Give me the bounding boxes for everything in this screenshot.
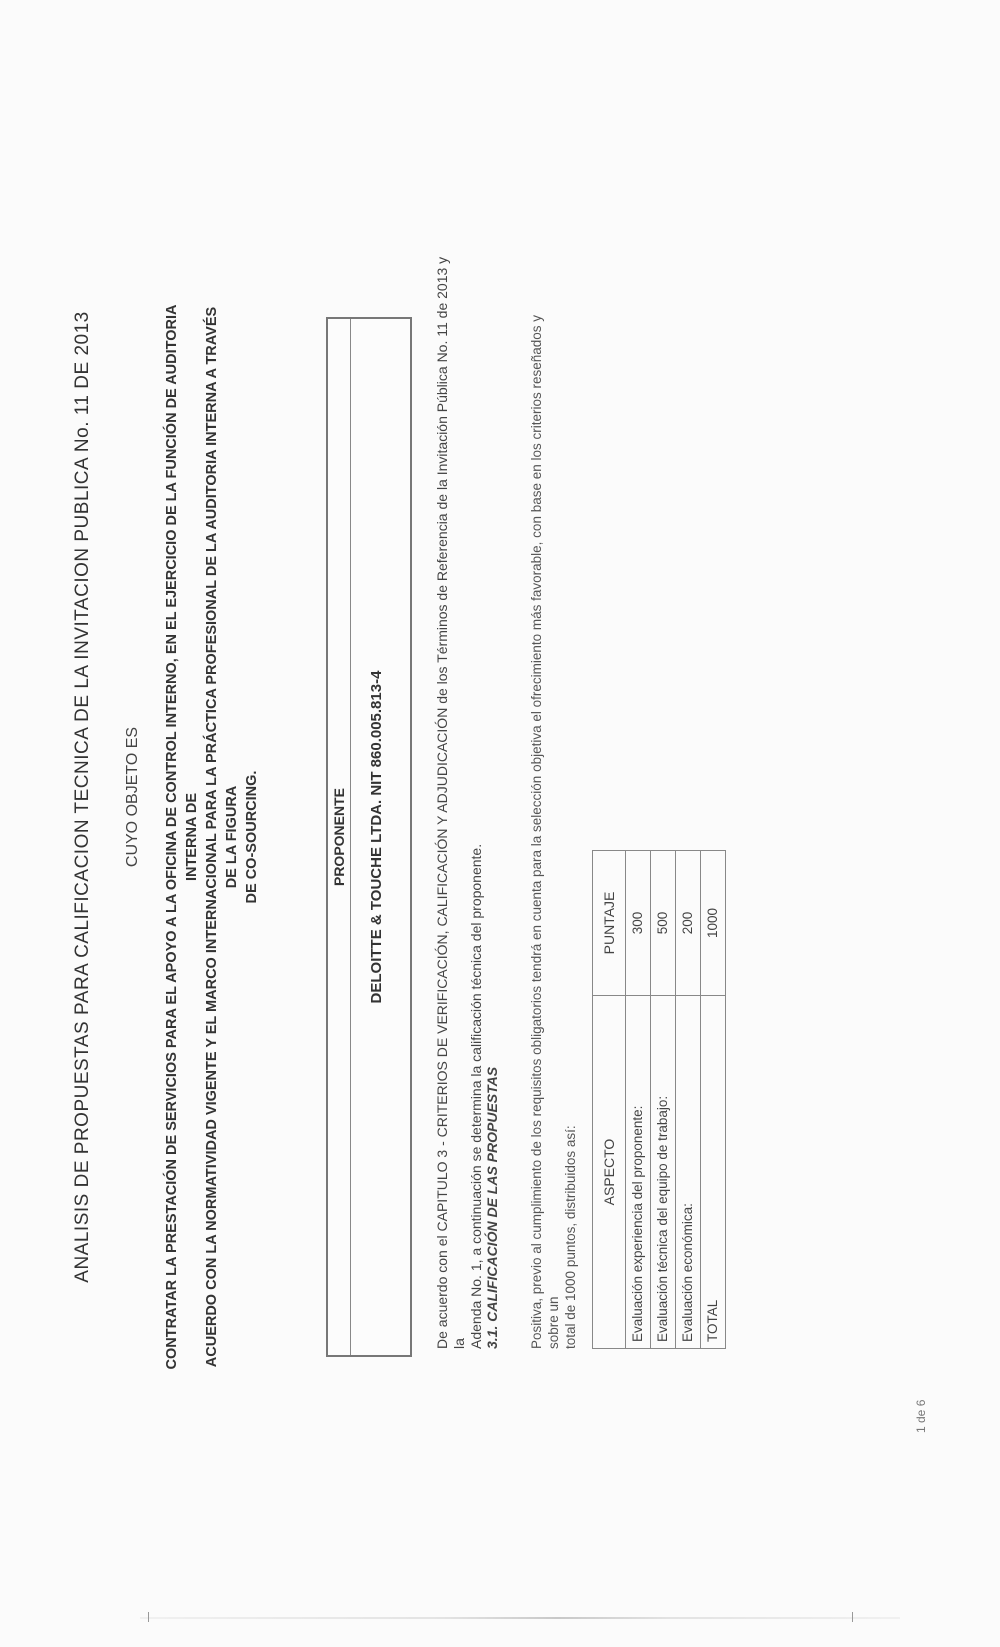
objeto-text: [162, 297, 262, 1377]
paragraph-line: De acuerdo con el CAPITULO 3 - CRITERIOS DE VERIFICACIÓN, CALIFICACIÓN Y ADJUDICACIÓN de los Términos de Referencia de la Invitación Pública No. 11 de 2013 y la: [434, 256, 467, 1349]
puntaje-cell: 300: [626, 851, 651, 996]
header-puntaje: PUNTAJE: [593, 851, 626, 996]
objeto-line: ACUERDO CON LA NORMATIVIDAD VIGENTE Y EL MARCO INTERNACIONAL PARA LA PRÁCTICA PROFESIONAL DE LA AUDITORIA INTERNA A TRAVÉS DE LA FIGURA: [204, 306, 240, 1368]
paragraph-line: Positiva, previo al cumplimiento de los requisitos obligatorios tendrá en cuenta para la selección objetiva el ofrecimiento más favorable, con base en los criterios reseñados y sobre un: [529, 314, 561, 1349]
document-subtitle: CUYO OBJETO ES: [124, 726, 141, 868]
table-row: [676, 851, 701, 1349]
table-row: [626, 851, 651, 1349]
proponente-box: [326, 317, 412, 1357]
objeto-line: DE CO-SOURCING.: [244, 770, 260, 904]
puntaje-cell: 200: [676, 851, 701, 996]
header-aspecto: ASPECTO: [593, 996, 626, 1349]
aspecto-cell: Evaluación económica:: [676, 996, 701, 1349]
puntaje-cell: 500: [651, 851, 676, 996]
table-row: [651, 851, 676, 1349]
aspecto-cell: Evaluación técnica del equipo de trabajo:: [651, 996, 676, 1349]
page-number: 1 de 6: [914, 1399, 928, 1433]
objeto-line: CONTRATAR LA PRESTACIÓN DE SERVICIOS PARA EL APOYO A LA OFICINA DE CONTROL INTERNO, EN EL EJERCICIO DE LA FUNCIÓN DE AUDITORIA INTERNA DE: [164, 304, 200, 1370]
aspecto-cell: Evaluación experiencia del proponente:: [626, 996, 651, 1349]
criteria-paragraph: [528, 279, 579, 1349]
proponente-header: PROPONENTE: [328, 319, 351, 1355]
table-row: [701, 851, 726, 1349]
puntaje-cell: 1000: [701, 851, 726, 996]
proponente-name: DELOITTE & TOUCHE LTDA. NIT 860.005.813-4: [368, 670, 385, 1004]
aspecto-cell: TOTAL: [701, 996, 726, 1349]
section-title: 3.1. CALIFICACIÓN DE LAS PROPUESTAS: [484, 1066, 500, 1349]
document-title: ANALISIS DE PROPUESTAS PARA CALIFICACION TECNICA DE LA INVITACION PUBLICA No. 11 DE 2013: [72, 311, 93, 1283]
paragraph-line: total de 1000 puntos, distribuidos así:: [563, 1125, 578, 1349]
table-header-row: [593, 851, 626, 1349]
score-table: [592, 850, 726, 1349]
intro-paragraph: [434, 249, 485, 1349]
paragraph-line: Adenda No. 1, a continuación se determina la calificación técnica del proponente.: [468, 843, 484, 1349]
